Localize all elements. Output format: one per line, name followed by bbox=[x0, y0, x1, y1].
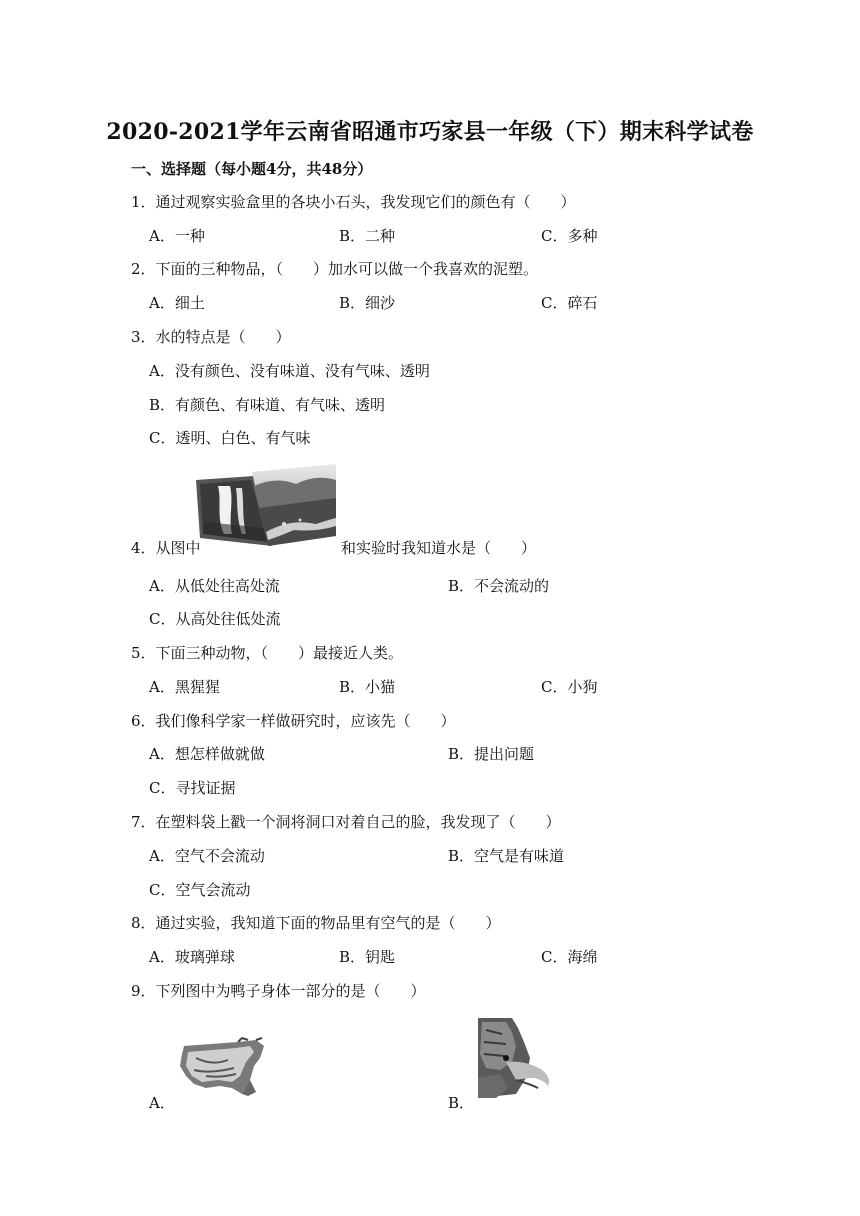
page-title: 2020-2021学年云南省昭通市巧家县一年级（下）期末科学试卷 bbox=[106, 119, 754, 145]
question-6: 6．我们像科学家一样做研究时，应该先（ ） bbox=[131, 712, 456, 730]
question-4-part1: 4．从图中 bbox=[131, 539, 201, 557]
q8-option-b: B．钥匙 bbox=[339, 948, 396, 966]
q4-option-c: C．从高处往低处流 bbox=[149, 610, 281, 628]
question-3: 3．水的特点是（ ） bbox=[131, 328, 291, 346]
question-5: 5．下面三种动物，（ ）最接近人类。 bbox=[131, 644, 404, 662]
question-2: 2．下面的三种物品，（ ）加水可以做一个我喜欢的泥塑。 bbox=[131, 260, 539, 278]
question-4-part2: 和实验时我知道水是（ ） bbox=[341, 539, 537, 557]
q1-option-a: A．一种 bbox=[149, 227, 205, 245]
q6-option-c: C．寻找证据 bbox=[149, 779, 236, 797]
q2-option-b: B．细沙 bbox=[339, 294, 396, 312]
q7-option-a: A．空气不会流动 bbox=[149, 847, 265, 865]
q8-option-a: A．玻璃弹球 bbox=[149, 948, 235, 966]
q3-option-c: C．透明、白色、有气味 bbox=[149, 429, 311, 447]
q2-option-c: C．碎石 bbox=[541, 294, 598, 312]
q4-option-b: B．不会流动的 bbox=[448, 577, 550, 595]
q9-option-b: B． bbox=[448, 1094, 475, 1112]
q4-option-a: A．从低处往高处流 bbox=[149, 577, 280, 595]
q7-option-b: B．空气是有味道 bbox=[448, 847, 565, 865]
q6-option-b: B．提出问题 bbox=[448, 745, 535, 763]
question-9: 9．下列图中为鸭子身体一部分的是（ ） bbox=[131, 982, 426, 1000]
section-heading: 一、选择题（每小题4分，共48分） bbox=[131, 160, 373, 178]
eagle-head-image bbox=[476, 1018, 552, 1098]
q5-option-b: B．小猫 bbox=[339, 678, 396, 696]
duck-foot-image bbox=[176, 1036, 268, 1100]
q8-option-c: C．海绵 bbox=[541, 948, 598, 966]
q3-option-b: B．有颜色、有味道、有气味、透明 bbox=[149, 396, 386, 414]
q1-option-c: C．多种 bbox=[541, 227, 598, 245]
q9-option-a: A． bbox=[149, 1094, 175, 1112]
question-1: 1．通过观察实验盒里的各块小石头，我发现它们的颜色有（ ） bbox=[131, 193, 576, 211]
q1-option-b: B．二种 bbox=[339, 227, 396, 245]
q2-option-a: A．细土 bbox=[149, 294, 205, 312]
question-8: 8．通过实验，我知道下面的物品里有空气的是（ ） bbox=[131, 914, 501, 932]
waterfall-stream-image bbox=[196, 462, 338, 548]
question-7: 7．在塑料袋上戳一个洞将洞口对着自己的脸，我发现了（ ） bbox=[131, 813, 561, 831]
q5-option-a: A．黑猩猩 bbox=[149, 678, 220, 696]
q7-option-c: C．空气会流动 bbox=[149, 881, 251, 899]
q6-option-a: A．想怎样做就做 bbox=[149, 745, 265, 763]
q3-option-a: A．没有颜色、没有味道、没有气味、透明 bbox=[149, 362, 430, 380]
q5-option-c: C．小狗 bbox=[541, 678, 598, 696]
